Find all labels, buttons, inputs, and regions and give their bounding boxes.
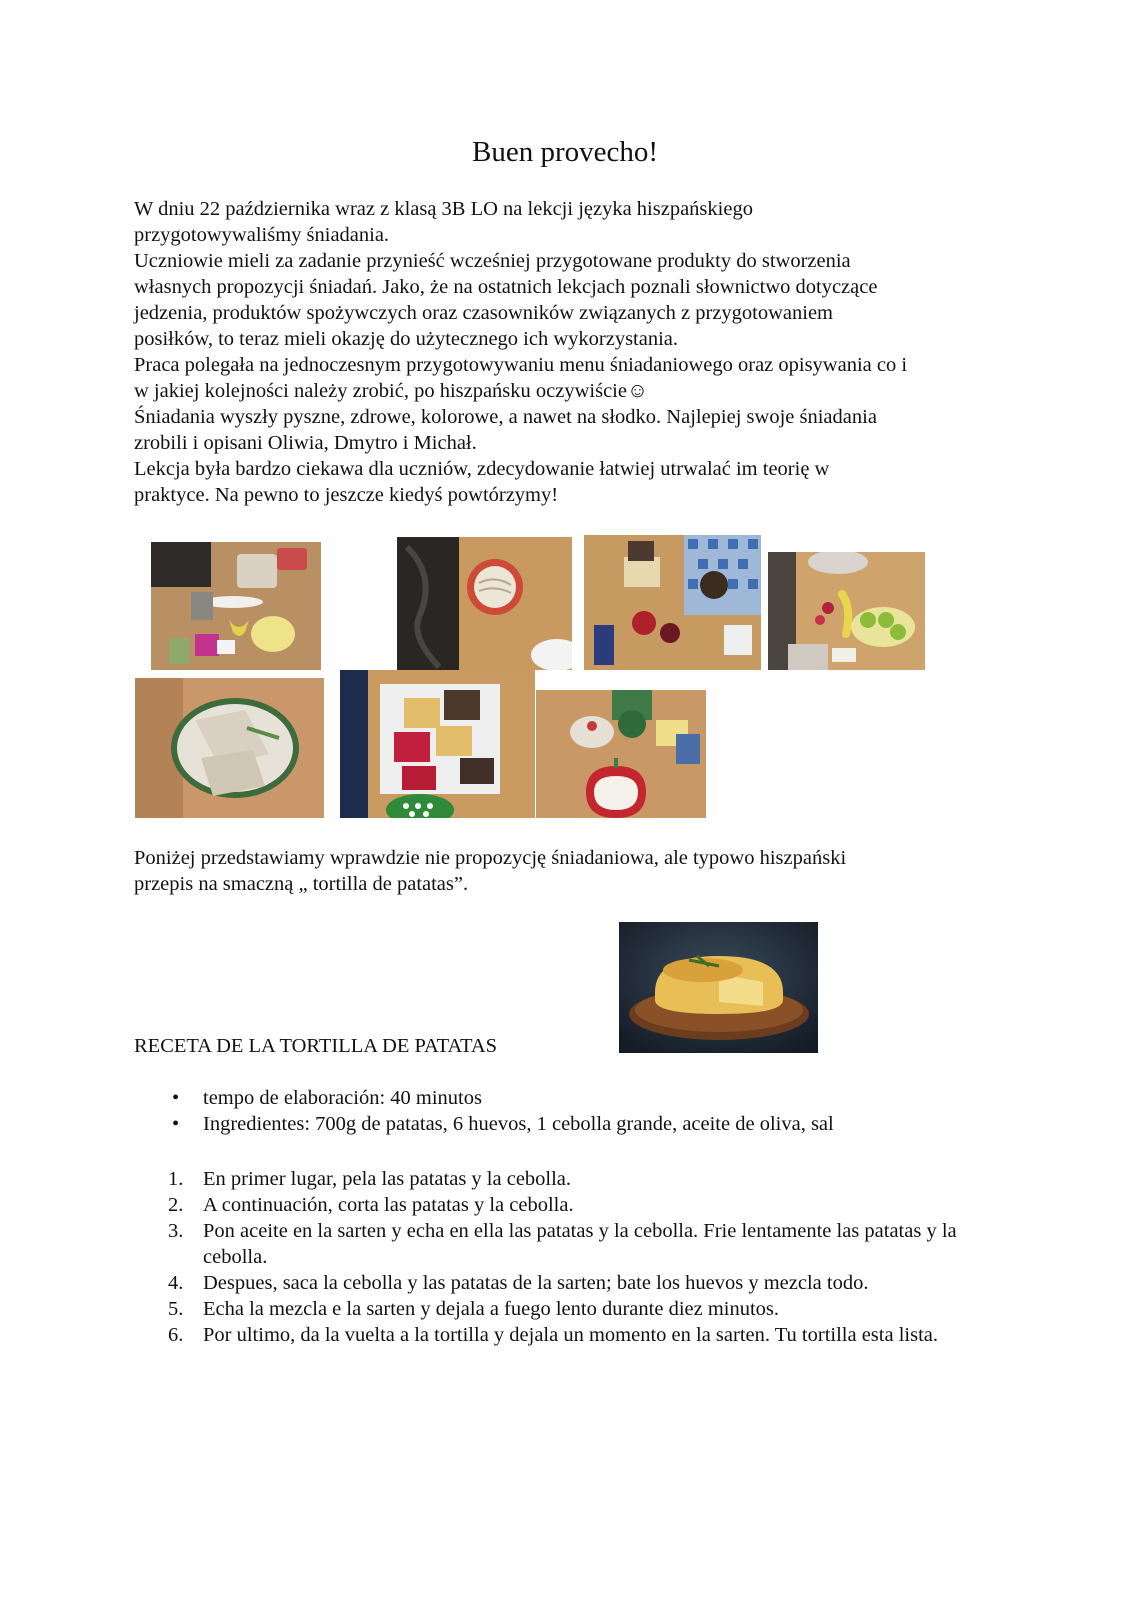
step-number: 1. <box>168 1168 184 1190</box>
list-item <box>134 1296 1004 1322</box>
list-item <box>134 1322 1004 1348</box>
list-item <box>134 1270 1004 1296</box>
breakfast-photo-5 <box>135 678 324 818</box>
breakfast-photo-3 <box>584 535 761 670</box>
bullet-icon: • <box>172 1087 180 1109</box>
intro-line: Praca polegała na jednoczesnym przygotowywaniu menu śniadaniowego oraz opisywania co i <box>134 354 908 376</box>
list-item-text: Ingredientes: 700g de patatas, 6 huevos, 1 cebolla grande, aceite de oliva, sal <box>203 1113 834 1135</box>
outro-line: przepis na smaczną „ tortilla de patatas”. <box>134 873 469 895</box>
step-number: 4. <box>168 1272 184 1294</box>
intro-line: własnych propozycji śniadań. Jako, że na ostatnich lekcjach poznali słownictwo dotyczące <box>134 276 878 298</box>
step-number: 5. <box>168 1298 184 1320</box>
step-number: 2. <box>168 1194 184 1216</box>
tortilla-photo <box>619 922 818 1053</box>
step-number: 6. <box>168 1324 184 1346</box>
recipe-steps-list <box>134 1166 1004 1348</box>
list-item <box>134 1192 1004 1218</box>
intro-line: zrobili i opisani Oliwia, Dmytro i Michał. <box>134 432 477 454</box>
intro-line: posiłków, to teraz mieli okazję do użytecznego ich wykorzystania. <box>134 328 679 350</box>
step-text: Pon aceite en la sarten y echa en ella las patatas y la cebolla. Frie lentamente las patatas y la cebolla. <box>203 1220 957 1268</box>
list-item <box>134 1166 1004 1192</box>
outro-paragraph <box>134 845 1004 897</box>
bullet-icon: • <box>172 1113 180 1135</box>
page-title: Buen provecho! <box>471 136 659 168</box>
breakfast-photo-6 <box>340 670 535 818</box>
intro-paragraph <box>134 196 1004 508</box>
list-item <box>134 1085 1004 1111</box>
breakfast-photo-7 <box>536 690 706 818</box>
intro-line: praktyce. Na pewno to jeszcze kiedyś powtórzymy! <box>134 484 559 506</box>
intro-line: Lekcja była bardzo ciekawa dla uczniów, zdecydowanie łatwiej utrwalać im teorię w <box>134 458 830 480</box>
step-number: 3. <box>168 1220 184 1242</box>
intro-line: W dniu 22 października wraz z klasą 3B LO na lekcji języka hiszpańskiego <box>134 198 753 220</box>
breakfast-photo-1 <box>151 542 321 670</box>
intro-line: w jakiej kolejności należy zrobić, po hiszpańsku oczywiście☺ <box>134 380 648 402</box>
list-item-text: tempo de elaboración: 40 minutos <box>203 1087 482 1109</box>
breakfast-photo-4 <box>768 552 925 670</box>
intro-line: Śniadania wyszły pyszne, zdrowe, kolorowe, a nawet na słodko. Najlepiej swoje śniadania <box>134 406 877 428</box>
step-text: En primer lugar, pela las patatas y la cebolla. <box>203 1168 572 1190</box>
intro-line: przygotowywaliśmy śniadania. <box>134 224 390 246</box>
step-text: A continuación, corta las patatas y la cebolla. <box>203 1194 574 1216</box>
intro-line: Uczniowie mieli za zadanie przynieść wcześniej przygotowane produkty do stworzenia <box>134 250 851 272</box>
recipe-info-list <box>134 1085 1004 1137</box>
breakfast-photo-2 <box>397 537 572 670</box>
step-text: Echa la mezcla e la sarten y dejala a fuego lento durante diez minutos. <box>203 1298 780 1320</box>
list-item <box>134 1111 1004 1137</box>
list-item <box>134 1218 1004 1270</box>
outro-line: Poniżej przedstawiamy wprawdzie nie propozycję śniadaniowa, ale typowo hiszpański <box>134 847 847 869</box>
intro-line: jedzenia, produktów spożywczych oraz czasowników związanych z przygotowaniem <box>134 302 834 324</box>
step-text: Por ultimo, da la vuelta a la tortilla y dejala un momento en la sarten. Tu tortilla esta lista. <box>203 1324 938 1346</box>
recipe-title: RECETA DE LA TORTILLA DE PATATAS <box>134 1035 498 1057</box>
step-text: Despues, saca la cebolla y las patatas de la sarten; bate los huevos y mezcla todo. <box>203 1272 869 1294</box>
